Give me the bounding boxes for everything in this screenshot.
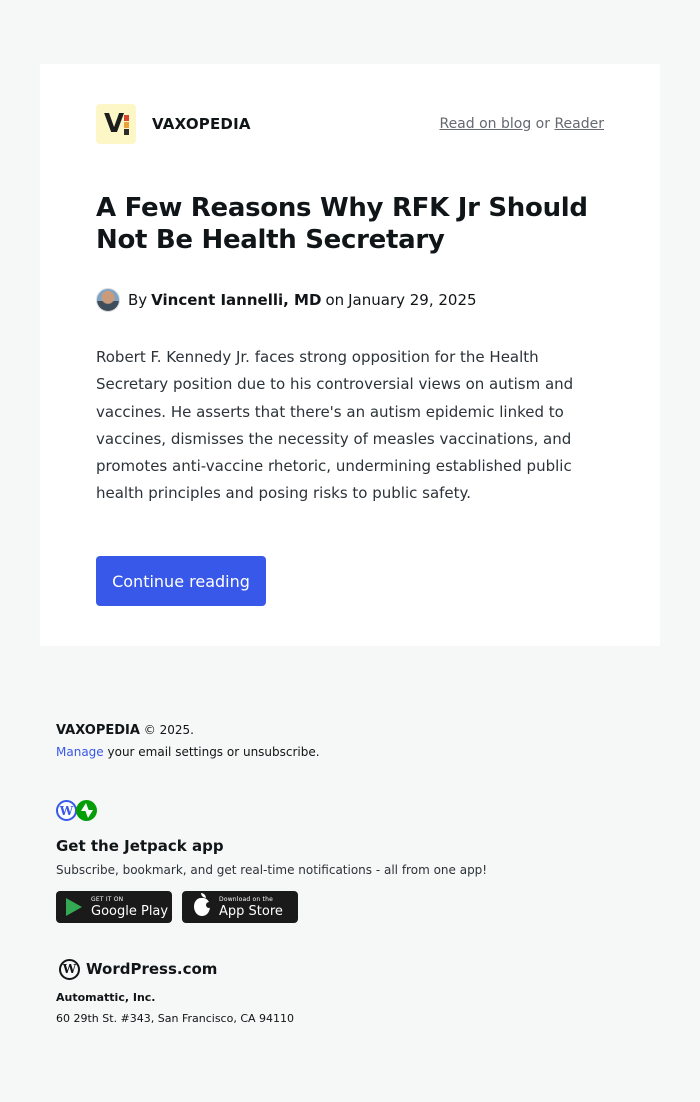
wordpress-com-label: WordPress.com: [86, 960, 218, 978]
site-logo-letter: V: [104, 109, 125, 139]
author-name: Vincent Iannelli, MD: [151, 291, 322, 309]
email-card: [40, 64, 660, 646]
reader-link[interactable]: Reader: [554, 116, 604, 132]
app-icons: [56, 800, 97, 822]
post-date: January 29, 2025: [348, 291, 477, 309]
app-store-big: App Store: [219, 903, 283, 919]
logo-bar-black: [124, 129, 129, 135]
copyright-line: [56, 720, 194, 741]
google-play-big: Google Play: [91, 903, 169, 919]
google-play-badge[interactable]: [56, 891, 172, 923]
read-on-blog-link[interactable]: Read on blog: [439, 116, 532, 132]
app-store-text: [219, 897, 283, 918]
site-logo-icon[interactable]: [96, 104, 136, 144]
jetpack-title: Get the Jetpack app: [56, 837, 224, 855]
apple-icon: [194, 898, 210, 916]
read-links: [439, 115, 604, 133]
logo-bar-red: [124, 115, 129, 121]
logo-bar-orange: [124, 122, 129, 128]
company-address: 60 29th St. #343, San Francisco, CA 94110: [56, 1012, 295, 1025]
app-store-badge[interactable]: [182, 891, 298, 923]
manage-rest-text: your email settings or unsubscribe.: [107, 745, 320, 759]
footer-brand: VAXOPEDIA: [56, 723, 140, 738]
manage-link[interactable]: Manage: [56, 745, 104, 759]
wordpress-logo-icon: W: [59, 959, 80, 980]
google-play-text: [91, 897, 168, 918]
jetpack-icon: [76, 800, 97, 821]
manage-line: [56, 743, 320, 761]
copyright-text: © 2025.: [143, 723, 194, 737]
continue-reading-button[interactable]: Continue reading: [96, 556, 266, 606]
google-play-icon: [66, 898, 82, 916]
byline: [96, 288, 477, 312]
post-excerpt: Robert F. Kennedy Jr. faces strong opposition for the Health Secretary position due to his controversial views on autism and vaccines. He asserts that there's an autism epidemic linked to vaccines, dismisses the necessity of measles vaccinations, and promotes anti-vaccine rhetoric, undermining established public health principles and posing risks to public safety.: [96, 348, 574, 503]
jetpack-subtitle: Subscribe, bookmark, and get real-time notifications - all from one app!: [56, 863, 488, 877]
site-name[interactable]: VAXOPEDIA: [152, 115, 251, 133]
wordpress-com-link[interactable]: [59, 958, 217, 980]
company-name: Automattic, Inc.: [56, 991, 156, 1004]
app-store-small: Download on the: [219, 895, 273, 903]
or-separator: or: [535, 116, 550, 132]
byline-on: on: [325, 291, 345, 309]
google-play-small: GET IT ON: [91, 895, 124, 903]
author-avatar: [96, 288, 120, 312]
byline-by: By: [128, 291, 148, 309]
wordpress-icon: W: [56, 800, 77, 821]
post-title[interactable]: A Few Reasons Why RFK Jr Should Not Be Health Secretary: [96, 193, 588, 255]
